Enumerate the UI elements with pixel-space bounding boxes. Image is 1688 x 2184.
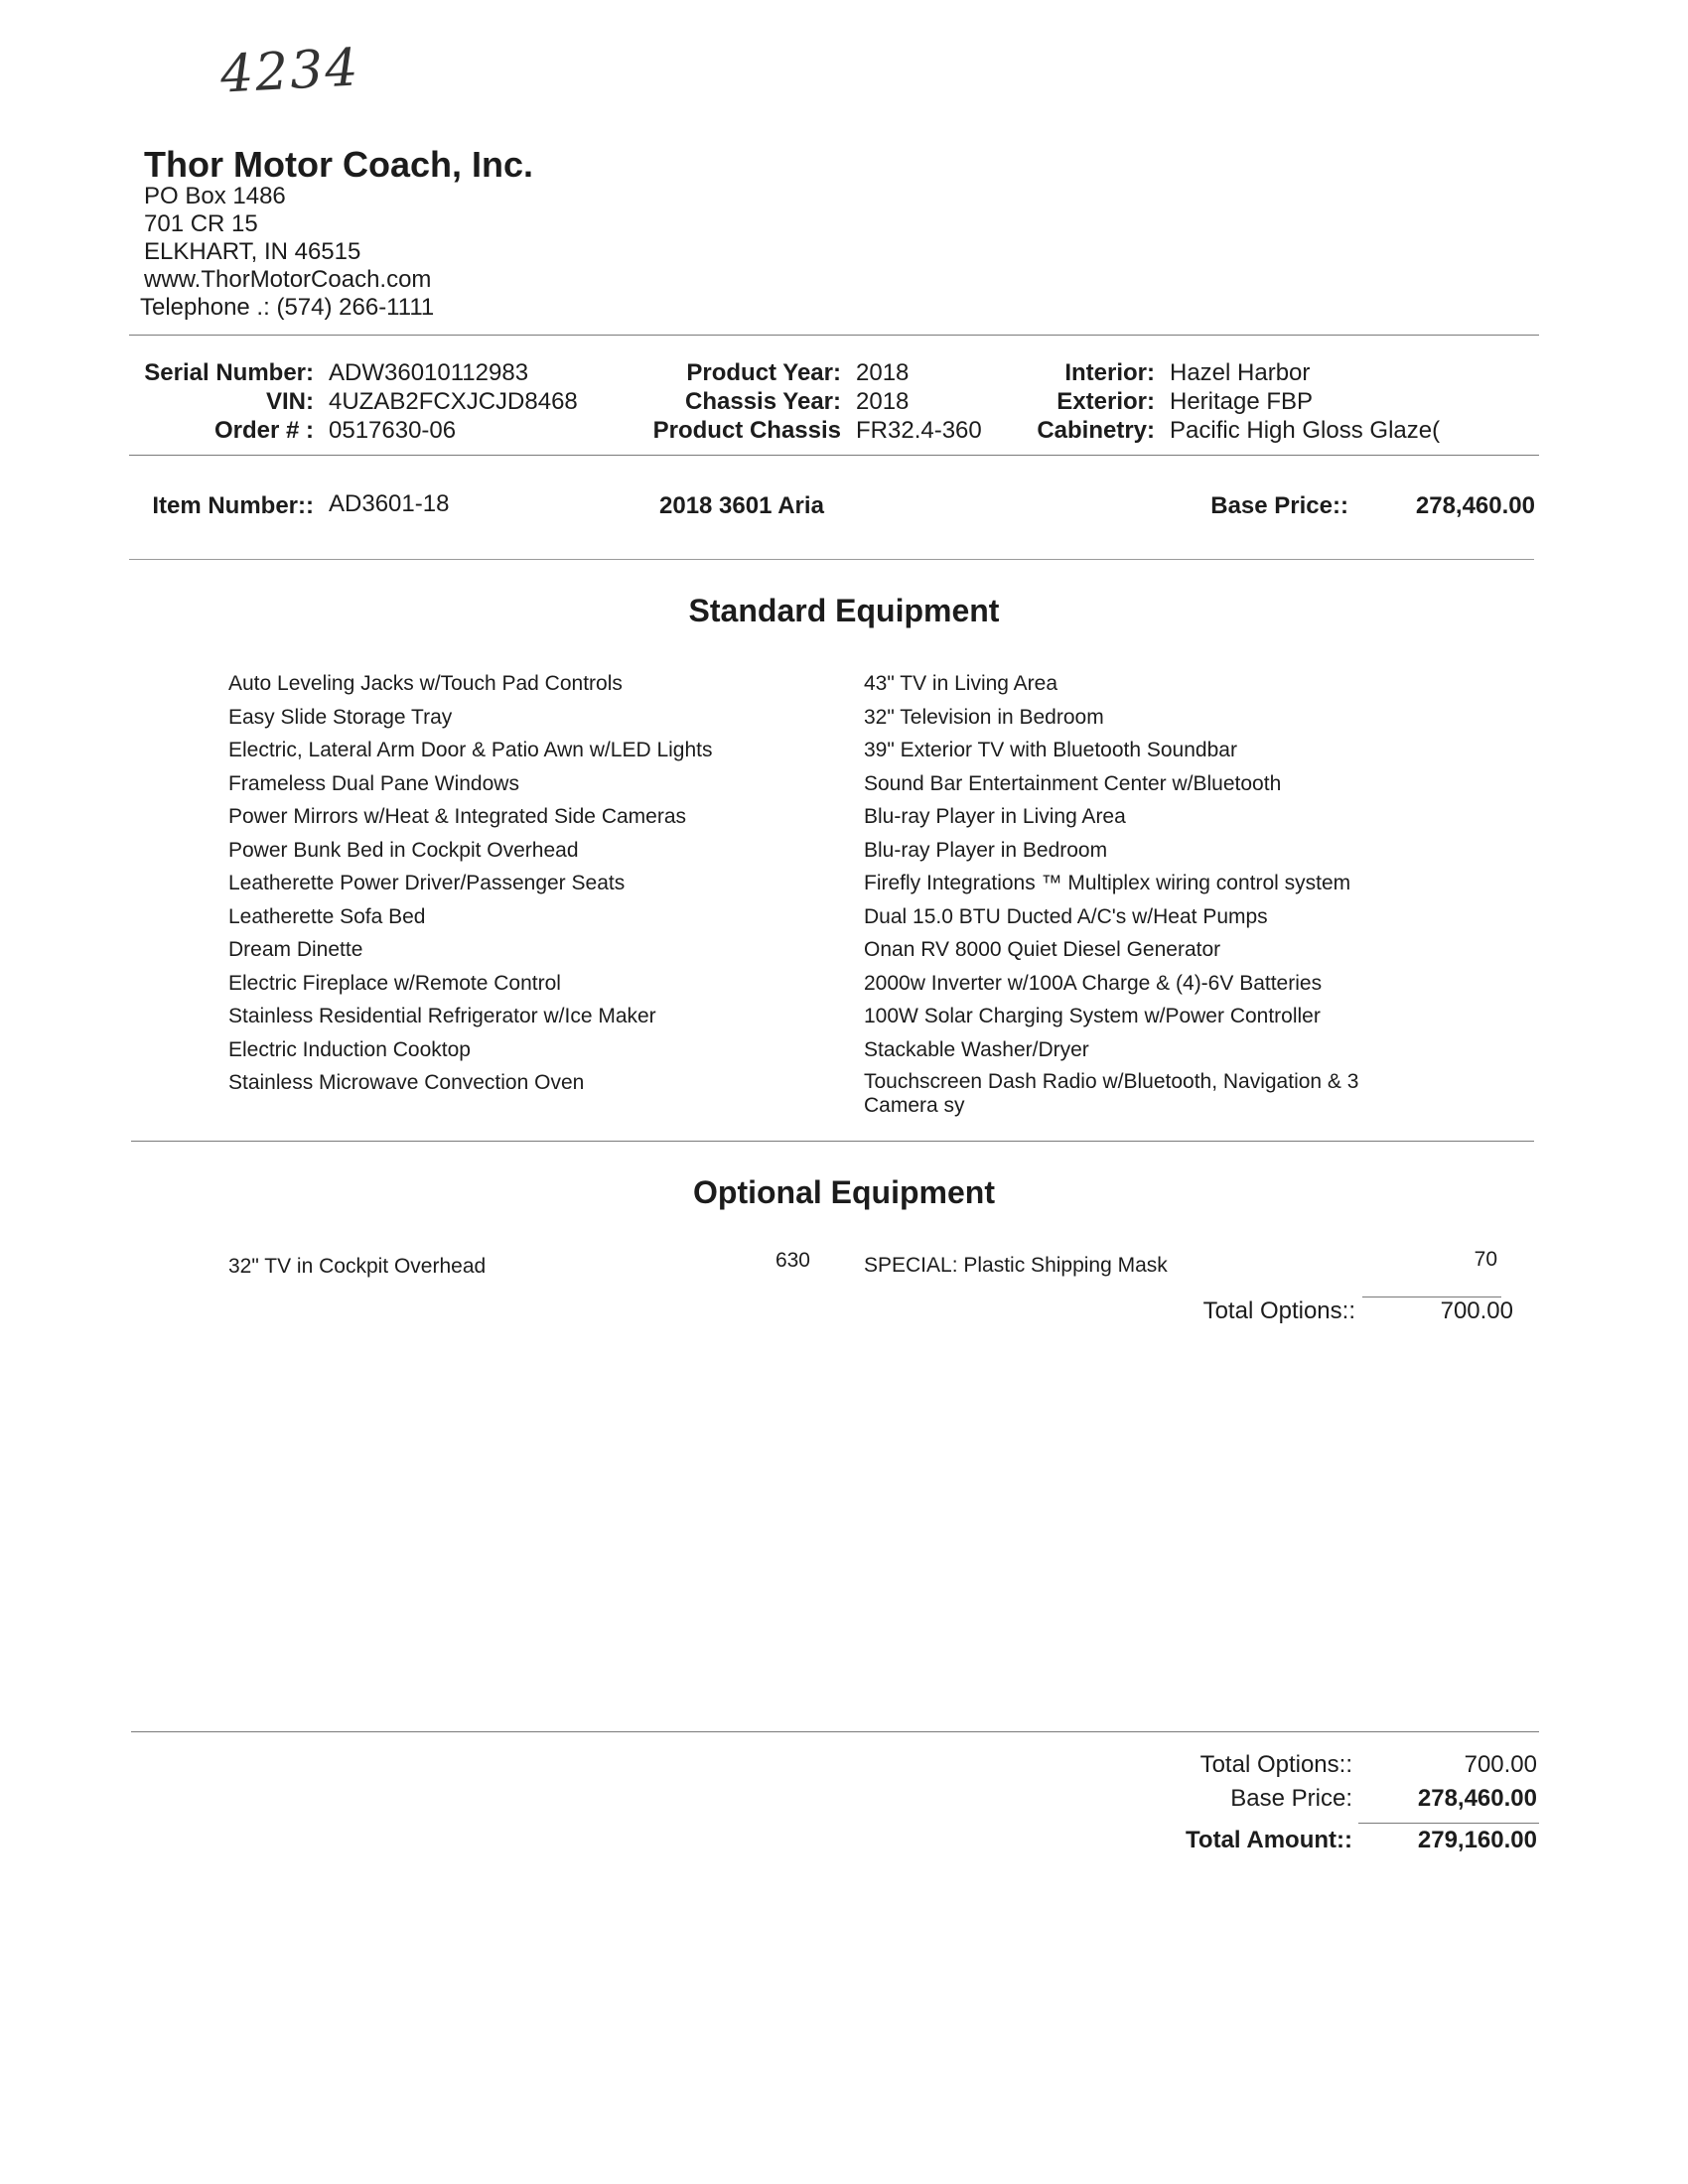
- list-item: Electric Fireplace w/Remote Control: [228, 971, 561, 995]
- list-item: Onan RV 8000 Quiet Diesel Generator: [864, 938, 1221, 961]
- list-item: Touchscreen Dash Radio w/Bluetooth, Navigation & 3 Camera sy: [864, 1070, 1359, 1117]
- product-chassis-label: Product Chassis: [652, 417, 841, 444]
- serial-value: ADW36010112983: [329, 359, 529, 386]
- telephone-label: Telephone .:: [140, 294, 270, 321]
- list-item: Leatherette Power Driver/Passenger Seats: [228, 872, 626, 894]
- base-price-label: Base Price::: [1210, 492, 1348, 519]
- list-item: Stainless Residential Refrigerator w/Ice Maker: [228, 1005, 656, 1027]
- handwritten-note: 4234: [218, 38, 361, 105]
- summary-total-options-label: Total Options::: [1199, 1751, 1352, 1778]
- list-item: Auto Leveling Jacks w/Touch Pad Controls: [228, 672, 623, 695]
- divider: [129, 335, 1539, 336]
- company-website: www.ThorMotorCoach.com: [144, 266, 432, 293]
- optional-equipment-title: Optional Equipment: [693, 1174, 995, 1210]
- list-item: 39" Exterior TV with Bluetooth Soundbar: [864, 739, 1237, 761]
- optional-item-price: 630: [774, 1249, 810, 1272]
- product-year-value: 2018: [856, 359, 910, 386]
- base-price-value: 278,460.00: [1415, 492, 1535, 519]
- exterior-value: Heritage FBP: [1170, 388, 1314, 415]
- divider: [131, 1141, 1534, 1142]
- standard-equipment-title: Standard Equipment: [688, 593, 1000, 628]
- optional-total-label: Total Options::: [1202, 1297, 1355, 1324]
- order-value: 0517630-06: [329, 417, 457, 444]
- optional-item-name: SPECIAL: Plastic Shipping Mask: [864, 1254, 1168, 1277]
- order-label: Order # :: [213, 417, 314, 444]
- company-telephone: [140, 294, 434, 322]
- list-item: 43" TV in Living Area: [864, 672, 1058, 695]
- company-city: ELKHART, IN 46515: [144, 238, 361, 265]
- item-number-value: AD3601-18: [329, 490, 450, 517]
- optional-total-value: 700.00: [1440, 1297, 1513, 1324]
- list-item: Sound Bar Entertainment Center w/Bluetooth: [864, 771, 1282, 795]
- list-item: 2000w Inverter w/100A Charge & (4)-6V Batteries: [864, 971, 1323, 995]
- chassis-year-value: 2018: [856, 388, 910, 415]
- company-street: 701 CR 15: [144, 210, 258, 237]
- telephone-number: (574) 266-1111: [276, 294, 435, 321]
- list-item: Dual 15.0 BTU Ducted A/C's w/Heat Pumps: [864, 904, 1268, 928]
- summary-total-amount-label: Total Amount::: [1186, 1827, 1352, 1853]
- list-item: Leatherette Sofa Bed: [228, 904, 426, 928]
- interior-value: Hazel Harbor: [1170, 359, 1311, 386]
- list-item: 100W Solar Charging System w/Power Controller: [864, 1005, 1321, 1027]
- cabinetry-value: Pacific High Gloss Glaze(: [1170, 417, 1441, 444]
- list-item: Power Mirrors w/Heat & Integrated Side Cameras: [228, 805, 687, 828]
- list-item: Blu-ray Player in Living Area: [864, 805, 1126, 828]
- exterior-label: Exterior:: [1056, 388, 1155, 415]
- optional-item-price: 70: [1474, 1248, 1497, 1271]
- summary-total-options-value: 700.00: [1464, 1751, 1537, 1778]
- divider: [129, 559, 1534, 560]
- optional-item-name: 32" TV in Cockpit Overhead: [228, 1255, 487, 1278]
- summary-total-amount-value: 279,160.00: [1417, 1827, 1537, 1853]
- list-item: Electric Induction Cooktop: [228, 1037, 471, 1061]
- standard-equipment-left-list: [228, 667, 713, 1100]
- product-year-label: Product Year:: [686, 359, 841, 386]
- divider: [1358, 1823, 1539, 1824]
- list-item: Electric, Lateral Arm Door & Patio Awn w/LED Lights: [228, 739, 713, 761]
- cabinetry-label: Cabinetry:: [1037, 417, 1155, 444]
- list-item: Frameless Dual Pane Windows: [228, 771, 519, 795]
- list-item: Stackable Washer/Dryer: [864, 1037, 1089, 1061]
- summary-base-price-value: 278,460.00: [1417, 1785, 1537, 1812]
- list-item: 32" Television in Bedroom: [864, 705, 1104, 729]
- serial-label: Serial Number:: [144, 359, 314, 386]
- list-item: Power Bunk Bed in Cockpit Overhead: [228, 838, 579, 862]
- list-item: Easy Slide Storage Tray: [228, 705, 453, 729]
- company-name: Thor Motor Coach, Inc.: [144, 144, 533, 185]
- list-item: Dream Dinette: [228, 938, 363, 961]
- item-number-label: Item Number::: [152, 492, 314, 519]
- product-chassis-value: FR32.4-360: [856, 417, 982, 444]
- summary-base-price-label: Base Price:: [1230, 1785, 1352, 1812]
- company-po-box: PO Box 1486: [144, 183, 286, 209]
- list-item: Blu-ray Player in Bedroom: [864, 838, 1108, 862]
- vin-label: VIN:: [266, 388, 314, 415]
- list-item: Stainless Microwave Convection Oven: [228, 1071, 585, 1094]
- vin-value: 4UZAB2FCXJCJD8468: [329, 388, 578, 415]
- chassis-year-label: Chassis Year:: [685, 388, 841, 415]
- divider: [131, 1731, 1539, 1732]
- list-item: Firefly Integrations ™ Multiplex wiring control system: [864, 872, 1351, 894]
- divider: [129, 455, 1539, 456]
- standard-equipment-right-list: [864, 667, 1420, 1118]
- interior-label: Interior:: [1064, 359, 1155, 386]
- item-description: 2018 3601 Aria: [659, 492, 824, 519]
